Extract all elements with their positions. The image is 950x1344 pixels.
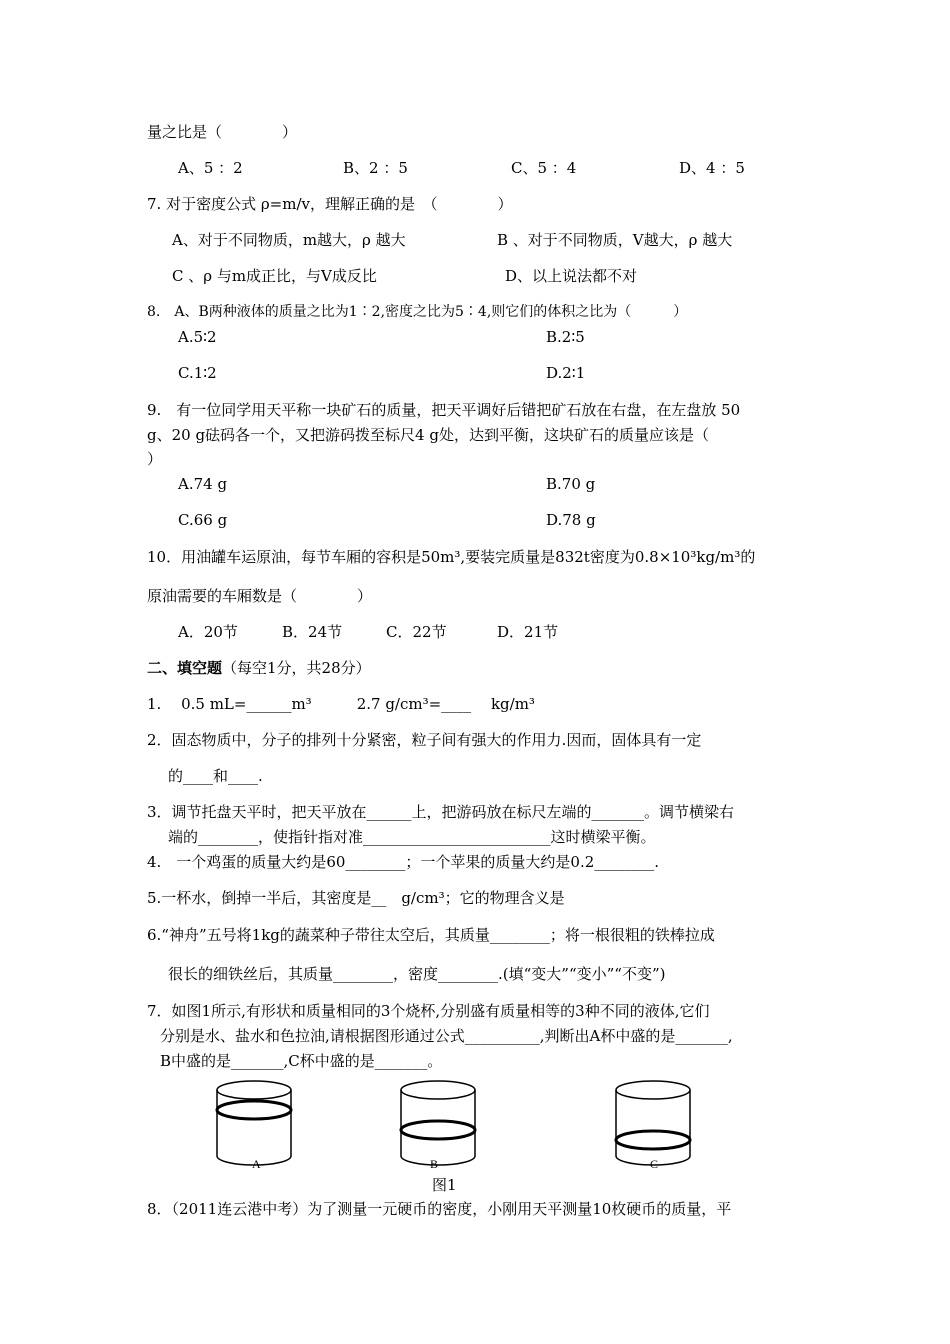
q6-tail: 量之比是（ ） xyxy=(147,123,298,141)
q8-option-b: B.2∶5 xyxy=(546,328,585,346)
fill-4: 4. 一个鸡蛋的质量大约是60________；一个苹果的质量大约是0.2________. xyxy=(147,853,660,871)
section-2-title: 二、填空题 xyxy=(147,659,223,677)
beaker-c-label: C xyxy=(650,1157,659,1171)
figure-caption: 图1 xyxy=(432,1176,457,1194)
section-2-heading xyxy=(147,659,371,677)
q9-line-2: g、20 g砝码各一个，又把游码拨至标尺4 g处，达到平衡，这块矿石的质量应该是（ xyxy=(147,426,709,444)
q10-option-b: B．24节 xyxy=(282,623,343,641)
fill-3-line-2: 端的________，使指针指对准_________________________这时横梁平衡。 xyxy=(168,828,656,846)
q6-option-c: C、5 ：4 xyxy=(511,159,577,177)
fill-6-line-2: 很长的细铁丝后，其质量________，密度________.(填“变大”“变小”“不变”) xyxy=(168,965,666,983)
q8-option-a: A.5∶2 xyxy=(178,328,217,346)
q7-option-a: A、对于不同物质，m越大，ρ 越大 xyxy=(172,231,406,249)
beaker-b-label: B xyxy=(430,1157,439,1171)
q10-option-c: C．22节 xyxy=(386,623,447,641)
q8-option-c: C.1∶2 xyxy=(178,364,217,382)
q6-option-b: B、2 ：5 xyxy=(343,159,408,177)
q7-option-d: D、以上说法都不对 xyxy=(505,267,638,285)
fill-8: 8．（2011连云港中考）为了测量一元硬币的密度，小刚用天平测量10枚硬币的质量，平 xyxy=(147,1200,732,1218)
q10-line-1: 10．用油罐车运原油，每节车厢的容积是50m³,要装完质量是832t密度为0.8×10³kg/m³的 xyxy=(147,548,756,566)
fill-7-line-3: B中盛的是_______,C杯中盛的是_______。 xyxy=(160,1052,443,1070)
q10-option-d: D．21节 xyxy=(497,623,559,641)
fill-5: 5.一杯水，倒掉一半后，其密度是__ g/cm³；它的物理含义是 xyxy=(147,889,565,907)
q9-option-a: A.74 g xyxy=(178,475,228,493)
section-2-note: （每空1分，共28分） xyxy=(222,659,371,677)
q10-line-2: 原油需要的车厢数是（ ） xyxy=(147,587,373,605)
q6-option-a: A、5 ：2 xyxy=(178,159,243,177)
q9-option-d: D.78 g xyxy=(546,511,596,529)
q9-line-1: 9. 有一位同学用天平称一块矿石的质量，把天平调好后错把矿石放在右盘，在左盘放 50 xyxy=(147,401,741,419)
beaker-c xyxy=(616,1081,690,1165)
fill-7-line-1: 7．如图1所示,有形状和质量相同的3个烧杯,分别盛有质量相等的3种不同的液体,它们 xyxy=(147,1002,710,1020)
beakers-figure xyxy=(200,1076,720,1172)
q9-option-c: C.66 g xyxy=(178,511,228,529)
beaker-a xyxy=(217,1081,291,1165)
q10-option-a: A．20节 xyxy=(178,623,238,641)
q6-option-d: D、4 ：5 xyxy=(679,159,745,177)
fill-1: 1. 0.5 mL=______m³ 2.7 g/cm³=____ kg/m³ xyxy=(147,695,535,713)
q7-option-b: B 、对于不同物质，V越大，ρ 越大 xyxy=(497,231,733,249)
beaker-b xyxy=(401,1081,475,1165)
fill-2-line-2: 的____和____. xyxy=(168,767,263,785)
fill-7-line-2: 分别是水、盐水和色拉油,请根据图形通过公式__________,判断出A杯中盛的是_______, xyxy=(160,1027,733,1045)
fill-6-line-1: 6.“神舟”五号将1kg的蔬菜种子带往太空后，其质量________；将一根很粗的铁棒拉成 xyxy=(147,926,715,944)
q9-option-b: B.70 g xyxy=(546,475,596,493)
fill-2-line-1: 2．固态物质中，分子的排列十分紧密，粒子间有强大的作用力.因而，固体具有一定 xyxy=(147,731,702,749)
q9-line-3: ） xyxy=(147,450,163,468)
fill-3-line-1: 3．调节托盘天平时，把天平放在______上，把游码放在标尺左端的_______。调节横梁右 xyxy=(147,803,735,821)
q8-option-d: D.2∶1 xyxy=(546,364,586,382)
q7-stem: 7. 对于密度公式 ρ=m/v，理解正确的是 （ ） xyxy=(147,195,513,213)
q7-option-c: C 、ρ 与m成正比，与V成反比 xyxy=(172,267,377,285)
beaker-a-label: A xyxy=(252,1157,261,1171)
q8-stem: 8. A、B两种液体的质量之比为1∶2,密度之比为5∶4,则它们的体积之比为（ ） xyxy=(147,304,688,320)
